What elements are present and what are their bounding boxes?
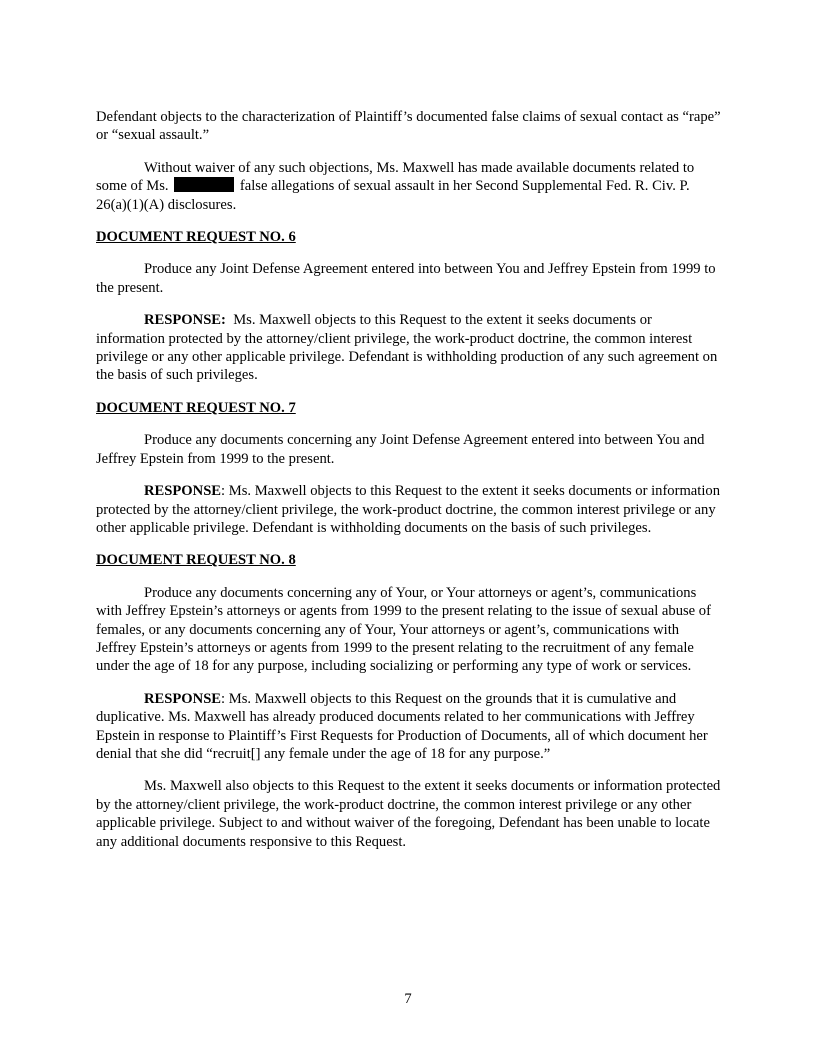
objection-paragraph: Defendant objects to the characterization of Plaintiff’s documented false claims of sexual contact as “rape” or “sexual assault.” (96, 109, 721, 144)
document-body (96, 108, 722, 865)
waiver-text-after: false allegations of sexual assault in her Second Supplemental Fed. R. Civ. P. 26(a)(1)(A) disclosures. (96, 178, 690, 213)
request-8-followup: Ms. Maxwell also objects to this Request to the extent it seeks documents or information protected by the attorney/client privilege, the work-product doctrine, the common interest privilege or any other applicable privilege. Subject to and without waiver of the foregoing, Defendant has been unable to locate any additional documents responsive to this Request. (96, 778, 721, 850)
response-label: RESPONSE: (144, 312, 226, 329)
request-7-heading: DOCUMENT REQUEST NO. 7 (96, 399, 296, 416)
redaction-block (174, 177, 234, 192)
request-8-heading: DOCUMENT REQUEST NO. 8 (96, 552, 296, 569)
response-text: : Ms. Maxwell objects to this Request to the extent it seeks documents or information protected by the attorney/client privilege, the work-product doctrine, the common interest privilege or any other applicable privilege. Defendant is withholding documents on the basis of such privileges. (96, 483, 720, 536)
response-text: Ms. Maxwell objects to this Request to the extent it seeks documents or information protected by the attorney/client privilege, the work-product doctrine, the common interest privilege or any other applicable privilege. Defendant is withholding production of any such agreement on the basis of such privileges. (96, 312, 718, 384)
response-label: RESPONSE (144, 690, 222, 707)
request-7-response (96, 482, 722, 537)
waiver-paragraph (96, 159, 722, 214)
request-7-text: Produce any documents concerning any Joint Defense Agreement entered into between You and Jeffrey Epstein from 1999 to the present. (96, 432, 705, 467)
waiver-text-before: Without waiver of any such objections, Ms. Maxwell has made available documents related to some of Ms. (96, 159, 695, 195)
request-6-heading: DOCUMENT REQUEST NO. 6 (96, 229, 296, 246)
response-text: : Ms. Maxwell objects to this Request on the grounds that it is cumulative and duplicative. Ms. Maxwell has already produced documents related to her communications with Jeffrey Epstein in response to Plaintiff’s First Requests for Production of Documents, all of which document her denial that she did “recruit[] any female under the age of 18 for any purpose.” (96, 690, 708, 762)
response-label: RESPONSE (144, 483, 222, 500)
request-6-text: Produce any Joint Defense Agreement entered into between You and Jeffrey Epstein from 1999 to the present. (96, 261, 716, 296)
request-8-text: Produce any documents concerning any of Your, or Your attorneys or agent’s, communications with Jeffrey Epstein’s attorneys or agents from 1999 to the present relating to the issue of sexual abuse of females, or any documents concerning any of Your, Your attorneys or agent’s, communications with Jeffrey Epstein’s attorneys or agents from 1999 to the present relating to the recruitment of any female under the age of 18 for any purpose, including socializing or performing any type of work or services. (96, 584, 711, 675)
request-8-response (96, 690, 722, 764)
request-6-response (96, 311, 722, 385)
page-number: 7 (404, 991, 412, 1007)
